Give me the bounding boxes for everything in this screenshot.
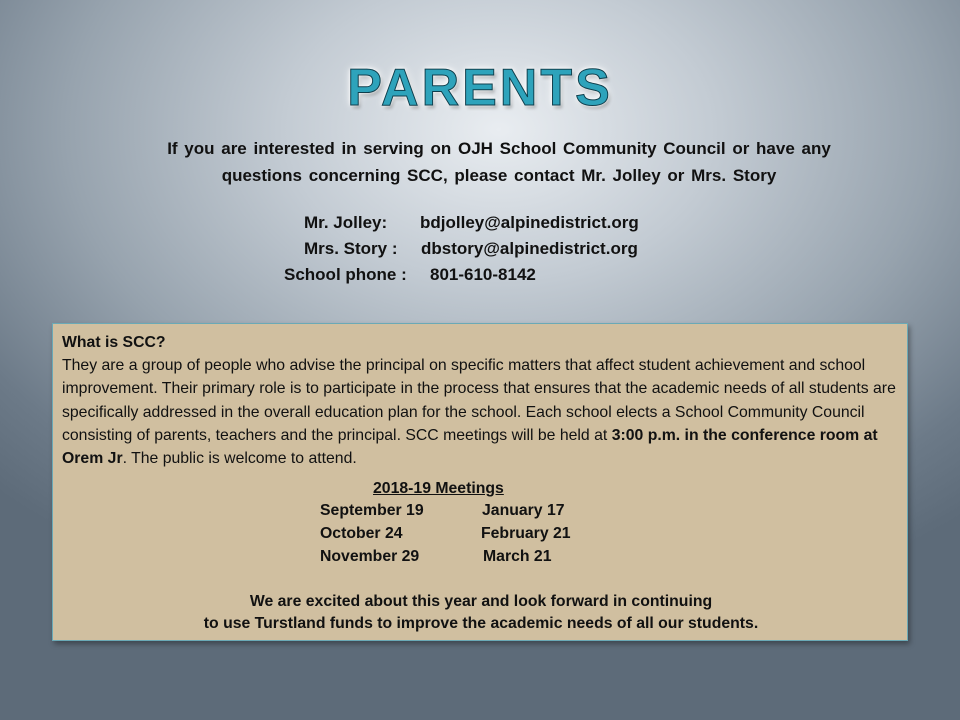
closing-line-2: to use Turstland funds to improve the academic needs of all our students. <box>203 615 759 632</box>
scc-heading: What is SCC? <box>62 334 166 351</box>
contact-school-phone <box>284 265 536 285</box>
meeting-date: September 19 <box>320 502 424 519</box>
contact-email[interactable]: dbstory@alpinedistrict.org <box>421 239 638 258</box>
meeting-date: January 17 <box>482 502 565 519</box>
contact-label: Mrs. Story : <box>304 239 398 258</box>
intro-text <box>140 135 858 189</box>
intro-line-1: If you are interested in serving on OJH School Community Council or have any <box>167 139 831 158</box>
contact-phone: 801-610-8142 <box>430 265 536 284</box>
meeting-date: October 24 <box>320 525 403 542</box>
meeting-location: 3:00 p.m. in the conference room at Orem Jr <box>62 426 878 468</box>
scc-info-box <box>52 323 908 641</box>
meeting-date: February 21 <box>481 525 571 542</box>
contact-email[interactable]: bdjolley@alpinedistrict.org <box>420 213 639 232</box>
meetings-heading: 2018-19 Meetings <box>373 480 504 497</box>
contact-label: School phone : <box>284 265 407 284</box>
meeting-date: March 21 <box>483 548 552 565</box>
contact-jolley <box>304 213 639 233</box>
page-title: PARENTS <box>347 59 613 117</box>
intro-line-2: questions concerning SCC, please contact Mr. Jolley or Mrs. Story <box>221 166 777 185</box>
scc-body: They are a group of people who advise the principal on specific matters that affect student achievement and school improvement. Their primary role is to participate in the process that ensures that the academic needs of all students are specifically addressed in the overall education plan for the school. Each school elects a School Community Council consisting of parents, teachers and the principal. SCC meetings will be held at 3:00 p.m. in the conference room at Orem Jr. The public is welcome to attend. <box>62 357 896 468</box>
meeting-date: November 29 <box>320 548 420 565</box>
closing-line-1: We are excited about this year and look forward in continuing <box>249 593 713 610</box>
contact-label: Mr. Jolley: <box>304 213 388 232</box>
scc-description <box>62 331 900 470</box>
contact-story <box>304 239 638 259</box>
